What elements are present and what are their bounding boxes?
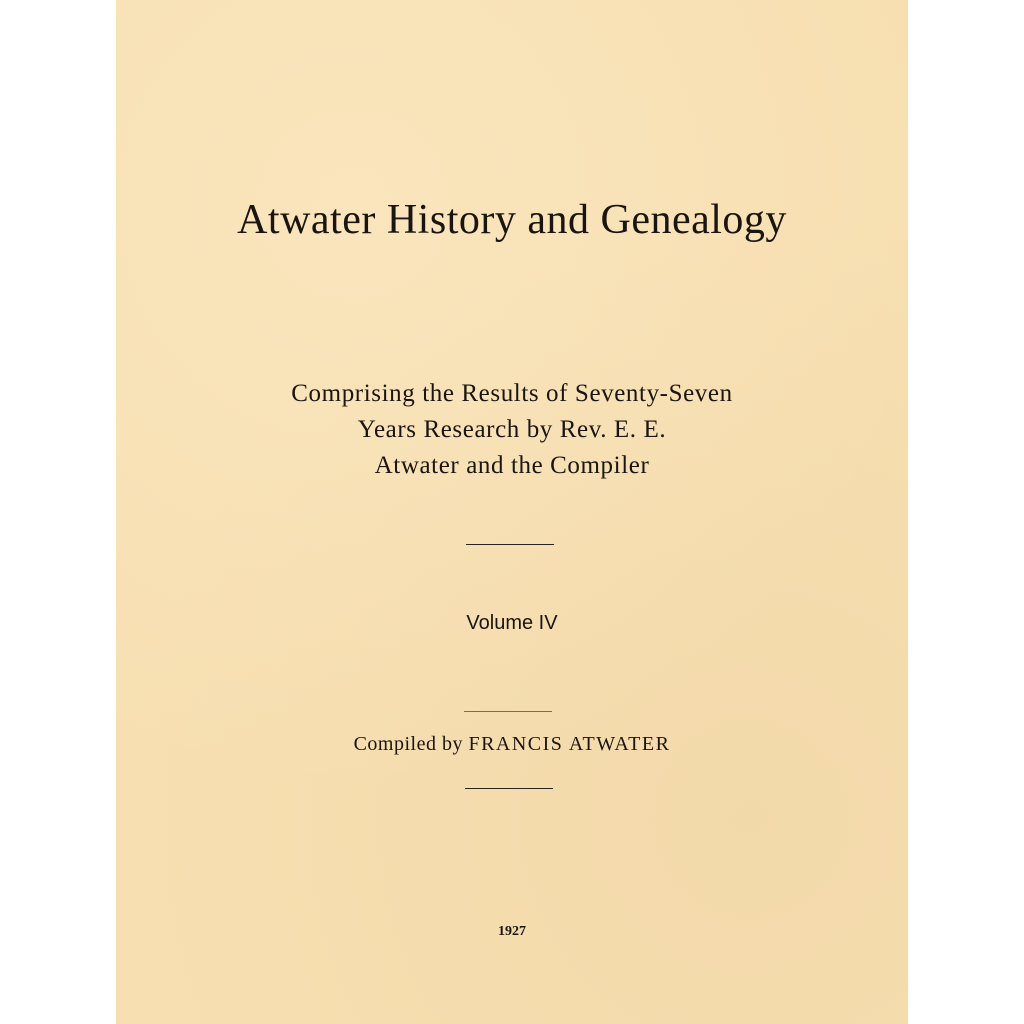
book-subtitle bbox=[116, 376, 908, 484]
subtitle-line: Comprising the Results of Seventy-Seven bbox=[291, 380, 733, 407]
compiler-name: FRANCIS ATWATER bbox=[468, 733, 671, 755]
publication-year: 1927 bbox=[498, 924, 526, 939]
divider-rule bbox=[466, 544, 554, 545]
subtitle-line: Atwater and the Compiler bbox=[374, 452, 650, 479]
title-page bbox=[116, 0, 908, 1024]
divider-rule bbox=[465, 788, 553, 789]
volume-label: Volume IV bbox=[466, 612, 558, 634]
compiler-line bbox=[116, 733, 908, 756]
divider-rule bbox=[464, 711, 552, 712]
book-title: Atwater History and Genealogy bbox=[237, 197, 787, 243]
compiled-by-label: Compiled by bbox=[353, 733, 463, 755]
subtitle-line: Years Research by Rev. E. E. bbox=[357, 416, 667, 443]
